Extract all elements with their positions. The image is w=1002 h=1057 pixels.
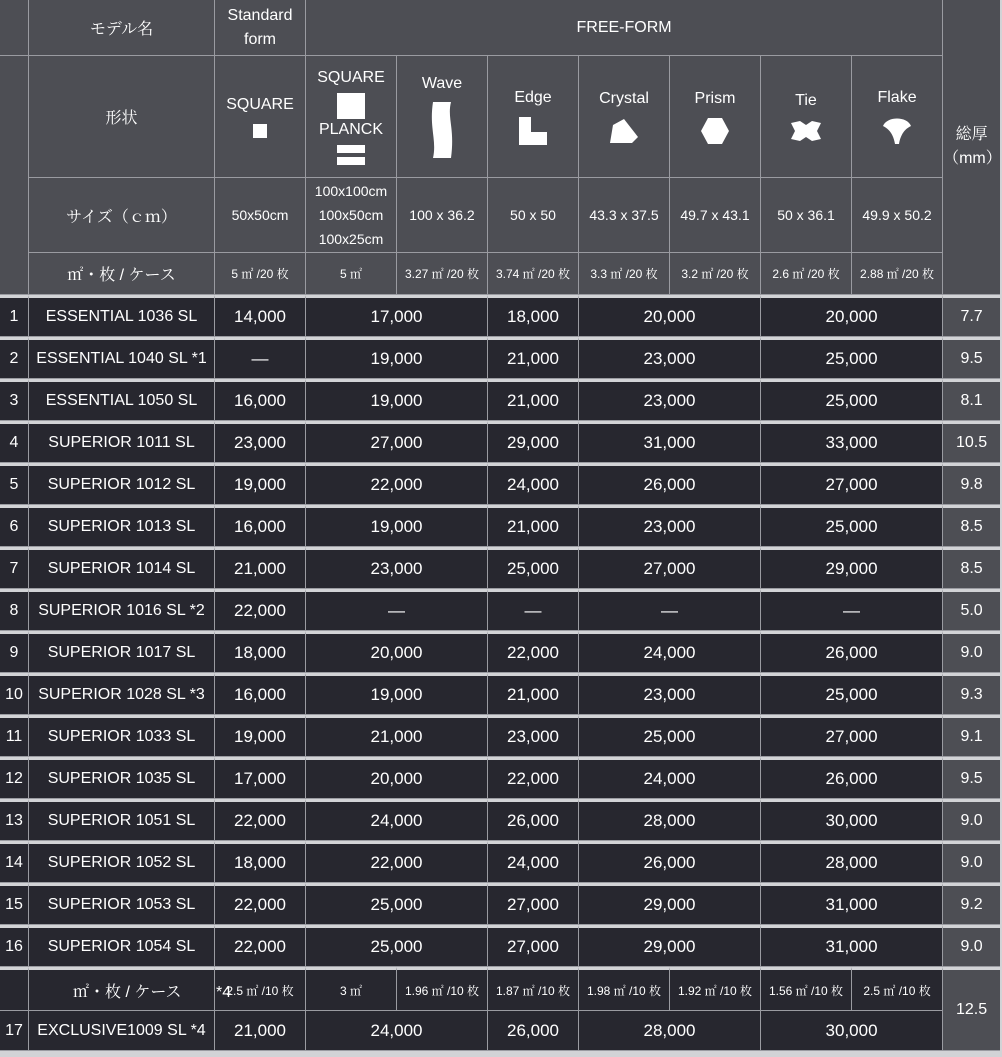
row-number: 2: [0, 337, 29, 379]
price-tie-flake: 30,000: [761, 799, 943, 841]
table-row: [0, 631, 1000, 673]
thickness-value: 9.0: [943, 925, 1000, 967]
row-number: 9: [0, 631, 29, 673]
table-row: [0, 841, 1000, 883]
model-name: SUPERIOR 1033 SL: [29, 715, 215, 757]
model-name: ESSENTIAL 1036 SL: [29, 295, 215, 337]
model-name: SUPERIOR 1035 SL: [29, 757, 215, 799]
table-row: [0, 715, 1000, 757]
price-tie-flake: 25,000: [761, 379, 943, 421]
price-crystal-prism: 23,000: [579, 337, 761, 379]
flake-icon: [881, 116, 913, 146]
exclusive-thickness: 12.5: [943, 967, 1000, 1051]
per-case-value: 3.2 ㎡ /20 枚: [670, 253, 761, 295]
price-square-wave: 19,000: [306, 337, 488, 379]
corner-cell: [0, 0, 29, 56]
price-standard: —: [215, 337, 306, 379]
planck-icon: [336, 144, 366, 166]
row-number: 8: [0, 589, 29, 631]
size-prism: 49.7 x 43.1: [670, 178, 761, 253]
price-crystal-prism: 31,000: [579, 421, 761, 463]
price-crystal-prism: 28,000: [579, 1011, 761, 1051]
table-row: [0, 547, 1000, 589]
per-case-value: 5 ㎡ /20 枚: [215, 253, 306, 295]
price-square-wave: —: [306, 589, 488, 631]
price-crystal-prism: 23,000: [579, 379, 761, 421]
price-crystal-prism: 24,000: [579, 631, 761, 673]
price-square-wave: 19,000: [306, 673, 488, 715]
per-case-value: 3.74 ㎡ /20 枚: [488, 253, 579, 295]
price-crystal-prism: 29,000: [579, 883, 761, 925]
price-crystal-prism: 20,000: [579, 295, 761, 337]
row-number: 13: [0, 799, 29, 841]
price-edge: 29,000: [488, 421, 579, 463]
price-crystal-prism: 23,000: [579, 505, 761, 547]
shape-label: SQUARE: [317, 68, 385, 86]
row-number: 1: [0, 295, 29, 337]
exclusive-per-case-note: *4: [216, 983, 232, 1001]
price-edge: 26,000: [488, 799, 579, 841]
price-tie-flake: 26,000: [761, 757, 943, 799]
exclusive-per-case-value: 3 ㎡: [306, 967, 397, 1011]
price-standard: 23,000: [215, 421, 306, 463]
price-edge: 21,000: [488, 673, 579, 715]
thickness-value: 9.5: [943, 337, 1000, 379]
row-number: 11: [0, 715, 29, 757]
price-crystal-prism: 24,000: [579, 757, 761, 799]
price-standard: 16,000: [215, 379, 306, 421]
row-number-blank: [0, 967, 29, 1011]
size-row: [0, 178, 1000, 253]
price-standard: 18,000: [215, 631, 306, 673]
price-tie-flake: 26,000: [761, 631, 943, 673]
shape-label: Prism: [694, 89, 736, 107]
shape-flake: [852, 56, 943, 178]
price-crystal-prism: —: [579, 589, 761, 631]
price-edge: 22,000: [488, 757, 579, 799]
thickness-label: 総厚: [955, 126, 988, 143]
standard-form-line2: form: [244, 30, 276, 48]
exclusive-per-case-value: 1.87 ㎡ /10 枚: [488, 967, 579, 1011]
table-row: [0, 421, 1000, 463]
shape-label: Edge: [514, 88, 552, 106]
thickness-value: 9.1: [943, 715, 1000, 757]
price-edge: 24,000: [488, 841, 579, 883]
shape-label-2: PLANCK: [318, 120, 384, 138]
per-case-header: ㎡・枚 / ケース: [29, 253, 215, 295]
row-number: 10: [0, 673, 29, 715]
shape-label: SQUARE: [226, 95, 294, 113]
table-row: [0, 337, 1000, 379]
price-crystal-prism: 27,000: [579, 547, 761, 589]
model-name: SUPERIOR 1053 SL: [29, 883, 215, 925]
price-tie-flake: 25,000: [761, 673, 943, 715]
price-square-wave: 20,000: [306, 631, 488, 673]
price-crystal-prism: 26,000: [579, 841, 761, 883]
per-case-value: 2.6 ㎡ /20 枚: [761, 253, 852, 295]
price-standard: 19,000: [215, 715, 306, 757]
per-case-row: [0, 253, 1000, 295]
price-edge: —: [488, 589, 579, 631]
square-icon: [252, 123, 268, 139]
prism-icon: [700, 117, 730, 145]
price-crystal-prism: 26,000: [579, 463, 761, 505]
size-crystal: 43.3 x 37.5: [579, 178, 670, 253]
exclusive-per-case-value: 1.98 ㎡ /10 枚: [579, 967, 670, 1011]
thickness-value: 9.0: [943, 841, 1000, 883]
edge-icon: [518, 116, 548, 146]
size-flake: 49.9 x 50.2: [852, 178, 943, 253]
thickness-value: 10.5: [943, 421, 1000, 463]
thickness-value: 5.0: [943, 589, 1000, 631]
square-planck-icon: [336, 92, 366, 120]
price-tie-flake: 31,000: [761, 925, 943, 967]
model-name-header: モデル名: [29, 0, 215, 56]
price-tie-flake: 27,000: [761, 463, 943, 505]
table-row: [0, 799, 1000, 841]
shape-header: 形状: [29, 56, 215, 178]
standard-form-header: [215, 0, 306, 56]
table-row: [0, 379, 1000, 421]
price-edge: 21,000: [488, 337, 579, 379]
thickness-value: 8.5: [943, 547, 1000, 589]
header-left-blank: [0, 56, 29, 295]
model-name: SUPERIOR 1016 SL *2: [29, 589, 215, 631]
shape-row: [0, 56, 1000, 178]
price-tie-flake: 28,000: [761, 841, 943, 883]
price-square-wave: 19,000: [306, 505, 488, 547]
shape-label: Flake: [877, 88, 917, 106]
size-edge: 50 x 50: [488, 178, 579, 253]
per-case-value: 5 ㎡: [306, 253, 397, 295]
price-edge: 26,000: [488, 1011, 579, 1051]
price-square-wave: 19,000: [306, 379, 488, 421]
row-number: 7: [0, 547, 29, 589]
price-square-wave: 24,000: [306, 799, 488, 841]
shape-label: Crystal: [599, 89, 649, 107]
price-tie-flake: 25,000: [761, 337, 943, 379]
price-standard: 16,000: [215, 673, 306, 715]
thickness-value: 9.3: [943, 673, 1000, 715]
price-standard: 22,000: [215, 925, 306, 967]
size-line: 100x100cm: [314, 183, 388, 199]
row-number: 15: [0, 883, 29, 925]
price-standard: 16,000: [215, 505, 306, 547]
price-square-wave: 25,000: [306, 883, 488, 925]
price-rows: [0, 295, 1000, 967]
price-tie-flake: 31,000: [761, 883, 943, 925]
thickness-value: 7.7: [943, 295, 1000, 337]
size-line: 100x50cm: [318, 207, 384, 223]
price-square-wave: 27,000: [306, 421, 488, 463]
price-tie-flake: 29,000: [761, 547, 943, 589]
row-number: 6: [0, 505, 29, 547]
price-edge: 27,000: [488, 925, 579, 967]
price-square-wave: 20,000: [306, 757, 488, 799]
size-header: サイズ（ｃｍ）: [29, 178, 215, 253]
size-square-planck: [306, 178, 397, 253]
row-number: 5: [0, 463, 29, 505]
size-line: 100x25cm: [318, 231, 384, 247]
price-standard: 21,000: [215, 547, 306, 589]
price-square-wave: 17,000: [306, 295, 488, 337]
free-form-header: FREE-FORM: [306, 0, 943, 56]
exclusive-row: [0, 1011, 1000, 1051]
model-name: SUPERIOR 1052 SL: [29, 841, 215, 883]
table-row: [0, 463, 1000, 505]
price-crystal-prism: 23,000: [579, 673, 761, 715]
price-edge: 24,000: [488, 463, 579, 505]
exclusive-per-case-row: [0, 967, 1000, 1011]
thickness-unit: （mm）: [943, 150, 1002, 167]
row-number: 17: [0, 1011, 29, 1051]
row-number: 12: [0, 757, 29, 799]
model-name: SUPERIOR 1051 SL: [29, 799, 215, 841]
price-standard: 19,000: [215, 463, 306, 505]
exclusive-per-case-value: 1.56 ㎡ /10 枚: [761, 967, 852, 1011]
price-edge: 21,000: [488, 505, 579, 547]
price-standard: 14,000: [215, 295, 306, 337]
model-name: SUPERIOR 1017 SL: [29, 631, 215, 673]
price-square-wave: 25,000: [306, 925, 488, 967]
price-square-wave: 22,000: [306, 841, 488, 883]
price-square-wave: 23,000: [306, 547, 488, 589]
model-name: SUPERIOR 1054 SL: [29, 925, 215, 967]
price-tie-flake: 20,000: [761, 295, 943, 337]
model-name: ESSENTIAL 1050 SL: [29, 379, 215, 421]
price-standard: 22,000: [215, 589, 306, 631]
per-case-value: 2.88 ㎡ /20 枚: [852, 253, 943, 295]
shape-prism: [670, 56, 761, 178]
price-standard: 17,000: [215, 757, 306, 799]
price-edge: 21,000: [488, 379, 579, 421]
model-name: SUPERIOR 1011 SL: [29, 421, 215, 463]
thickness-value: 8.1: [943, 379, 1000, 421]
price-square-wave: 22,000: [306, 463, 488, 505]
exclusive-per-case-header: [29, 967, 232, 1011]
thickness-value: 8.5: [943, 505, 1000, 547]
shape-wave: [397, 56, 488, 178]
model-name: SUPERIOR 1014 SL: [29, 547, 215, 589]
model-name: SUPERIOR 1013 SL: [29, 505, 215, 547]
price-crystal-prism: 25,000: [579, 715, 761, 757]
wave-icon: [429, 100, 455, 160]
thickness-value: 9.0: [943, 631, 1000, 673]
row-number: 3: [0, 379, 29, 421]
size-square: 50x50cm: [215, 178, 306, 253]
price-edge: 18,000: [488, 295, 579, 337]
price-crystal-prism: 28,000: [579, 799, 761, 841]
table-row: [0, 295, 1000, 337]
shape-square: [215, 56, 306, 178]
price-tie-flake: 33,000: [761, 421, 943, 463]
price-tie-flake: —: [761, 589, 943, 631]
price-standard: 18,000: [215, 841, 306, 883]
price-crystal-prism: 29,000: [579, 925, 761, 967]
price-standard: 22,000: [215, 883, 306, 925]
table-row: [0, 673, 1000, 715]
table-row: [0, 925, 1000, 967]
price-tie-flake: 30,000: [761, 1011, 943, 1051]
model-name: ESSENTIAL 1040 SL *1: [29, 337, 215, 379]
shape-label: Tie: [795, 91, 817, 109]
table-row: [0, 589, 1000, 631]
tie-icon: [790, 119, 822, 143]
model-name: EXCLUSIVE1009 SL *4: [29, 1011, 215, 1051]
exclusive-per-case-value: 2.5 ㎡ /10 枚: [852, 967, 943, 1011]
model-name: SUPERIOR 1028 SL *3: [29, 673, 215, 715]
exclusive-per-case-value: 1.92 ㎡ /10 枚: [670, 967, 761, 1011]
exclusive-per-case-value: 2.5 ㎡ /10 枚: [215, 967, 306, 1011]
thickness-header: [943, 0, 1000, 295]
shape-square-planck: [306, 56, 397, 178]
size-tie: 50 x 36.1: [761, 178, 852, 253]
size-wave: 100 x 36.2: [397, 178, 488, 253]
shape-crystal: [579, 56, 670, 178]
shape-edge: [488, 56, 579, 178]
price-edge: 22,000: [488, 631, 579, 673]
price-square-wave: 24,000: [306, 1011, 488, 1051]
standard-form-line1: Standard: [227, 6, 293, 24]
header-row: [0, 0, 1000, 56]
thickness-value: 9.0: [943, 799, 1000, 841]
thickness-value: 9.5: [943, 757, 1000, 799]
per-case-value: 3.3 ㎡ /20 枚: [579, 253, 670, 295]
row-number: 16: [0, 925, 29, 967]
table-row: [0, 505, 1000, 547]
crystal-icon: [608, 117, 640, 145]
table-row: [0, 883, 1000, 925]
per-case-value: 3.27 ㎡ /20 枚: [397, 253, 488, 295]
exclusive-per-case-label: ㎡・枚 / ケース: [73, 983, 182, 1001]
exclusive-per-case-value: 1.96 ㎡ /10 枚: [397, 967, 488, 1011]
shape-label: Wave: [421, 74, 463, 92]
price-standard: 21,000: [215, 1011, 306, 1051]
thickness-value: 9.8: [943, 463, 1000, 505]
price-tie-flake: 27,000: [761, 715, 943, 757]
row-number: 4: [0, 421, 29, 463]
price-edge: 23,000: [488, 715, 579, 757]
row-number: 14: [0, 841, 29, 883]
shape-tie: [761, 56, 852, 178]
price-edge: 25,000: [488, 547, 579, 589]
thickness-value: 9.2: [943, 883, 1000, 925]
model-name: SUPERIOR 1012 SL: [29, 463, 215, 505]
price-standard: 22,000: [215, 799, 306, 841]
price-edge: 27,000: [488, 883, 579, 925]
price-tie-flake: 25,000: [761, 505, 943, 547]
price-square-wave: 21,000: [306, 715, 488, 757]
table-row: [0, 757, 1000, 799]
